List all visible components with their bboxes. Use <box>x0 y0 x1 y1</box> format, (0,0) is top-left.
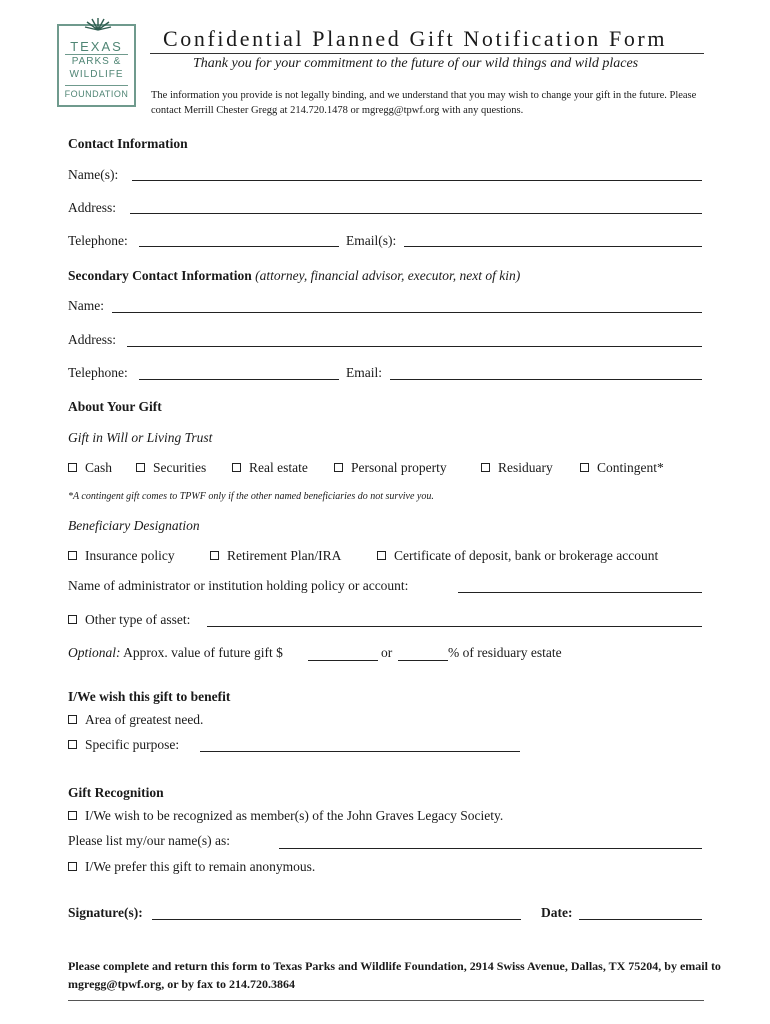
residuary-label: % of residuary estate <box>448 645 562 660</box>
secondary-heading-row <box>68 268 520 284</box>
signature-label: Signature(s): <box>68 905 143 920</box>
logo-line-foundation: FOUNDATION <box>64 89 129 99</box>
option-greatest-need[interactable] <box>68 712 203 728</box>
checkbox-icon[interactable] <box>377 551 386 560</box>
form-tagline: Thank you for your commitment to the future of our wild things and wild places <box>193 56 639 71</box>
checkbox-icon[interactable] <box>232 463 241 472</box>
contact-heading: Contact Information <box>68 136 188 151</box>
option-label: I/We wish to be recognized as member(s) of the John Graves Legacy Society. <box>85 808 504 823</box>
logo-line-parks: PARKS & <box>71 56 122 67</box>
residuary-percent-field[interactable] <box>398 660 448 661</box>
secondary-name-label: Name: <box>68 298 104 313</box>
option-label: Personal property <box>351 460 447 475</box>
administrator-field[interactable] <box>458 592 702 593</box>
secondary-name-field[interactable] <box>112 312 702 313</box>
names-field[interactable] <box>132 180 702 181</box>
list-names-field[interactable] <box>279 848 702 849</box>
date-field[interactable] <box>579 919 702 920</box>
footer-divider <box>68 1000 704 1001</box>
recognition-heading: Gift Recognition <box>68 785 164 800</box>
checkbox-icon[interactable] <box>481 463 490 472</box>
option-label: Area of greatest need. <box>85 712 204 727</box>
signature-field[interactable] <box>152 919 521 920</box>
date-label: Date: <box>541 905 573 920</box>
option-label: Insurance policy <box>85 548 175 563</box>
option-residuary[interactable] <box>481 460 553 476</box>
checkbox-icon[interactable] <box>136 463 145 472</box>
list-names-label: Please list my/our name(s) as: <box>68 833 230 848</box>
option-recognized[interactable] <box>68 808 503 824</box>
or-label: or <box>381 645 393 660</box>
optional-label: Optional: <box>68 645 121 660</box>
logo-divider <box>65 54 128 55</box>
option-certificate-of-deposit[interactable] <box>377 548 658 564</box>
tpwf-logo <box>57 24 136 107</box>
checkbox-icon[interactable] <box>68 615 77 624</box>
option-label: I/We prefer this gift to remain anonymous. <box>85 859 316 874</box>
option-label: Certificate of deposit, bank or brokerage account <box>394 548 659 563</box>
intro-text: The information you provide is not legally binding, and we understand that you may wish to change your gift in the future. Please contact Merrill Chester Gregg at 214.720.1478 or mgregg@tpwf.org with any questions. <box>151 90 697 116</box>
beneficiary-subheading: Beneficiary Designation <box>68 518 200 533</box>
secondary-email-label: Email: <box>346 365 382 380</box>
logo-line-wildlife: WILDLIFE <box>69 69 124 80</box>
option-retirement-plan[interactable] <box>210 548 341 564</box>
other-asset-field[interactable] <box>207 626 702 627</box>
checkbox-icon[interactable] <box>580 463 589 472</box>
checkbox-icon[interactable] <box>334 463 343 472</box>
option-insurance-policy[interactable] <box>68 548 175 564</box>
contingent-note: *A contingent gift comes to TPWF only if the other named beneficiaries do not survive you. <box>68 491 434 502</box>
option-contingent[interactable] <box>580 460 664 476</box>
option-securities[interactable] <box>136 460 206 476</box>
checkbox-icon[interactable] <box>68 551 77 560</box>
checkbox-icon[interactable] <box>68 715 77 724</box>
address-field[interactable] <box>130 213 702 214</box>
emails-label: Email(s): <box>346 233 397 248</box>
title-underline <box>150 53 704 54</box>
checkbox-icon[interactable] <box>210 551 219 560</box>
option-label: Specific purpose: <box>85 737 180 752</box>
address-label: Address: <box>68 200 116 215</box>
option-other-asset[interactable] <box>68 612 190 628</box>
form-title: Confidential Planned Gift Notification Form <box>163 26 668 51</box>
approx-label: Approx. value of future gift $ <box>123 645 283 660</box>
checkbox-icon[interactable] <box>68 811 77 820</box>
secondary-address-label: Address: <box>68 332 116 347</box>
will-subheading: Gift in Will or Living Trust <box>68 430 213 445</box>
approx-value-field[interactable] <box>308 660 378 661</box>
checkbox-icon[interactable] <box>68 463 77 472</box>
secondary-telephone-field[interactable] <box>139 379 339 380</box>
option-specific-purpose[interactable] <box>68 737 179 753</box>
return-instructions: Please complete and return this form to Texas Parks and Wildlife Foundation, 2914 Swiss Avenue, Dallas, TX 75204, by email to mgregg@tpwf.org, or by fax to 214.720.3864 <box>68 959 721 991</box>
secondary-email-field[interactable] <box>390 379 702 380</box>
optional-row <box>68 645 283 661</box>
option-label: Cash <box>85 460 112 475</box>
secondary-address-field[interactable] <box>127 346 702 347</box>
telephone-field[interactable] <box>139 246 339 247</box>
logo-line-texas: TEXAS <box>70 39 123 54</box>
option-label: Retirement Plan/IRA <box>227 548 342 563</box>
emails-field[interactable] <box>404 246 702 247</box>
option-label: Securities <box>153 460 207 475</box>
secondary-telephone-label: Telephone: <box>68 365 128 380</box>
gift-heading: About Your Gift <box>68 399 162 414</box>
option-label: Residuary <box>498 460 553 475</box>
logo-divider <box>65 85 128 86</box>
sunburst-icon <box>84 17 112 31</box>
checkbox-icon[interactable] <box>68 740 77 749</box>
names-label: Name(s): <box>68 167 119 182</box>
option-label: Real estate <box>249 460 308 475</box>
benefit-heading: I/We wish this gift to benefit <box>68 689 231 704</box>
secondary-heading-note: (attorney, financial advisor, executor, next of kin) <box>255 268 521 283</box>
option-personal-property[interactable] <box>334 460 447 476</box>
other-asset-label: Other type of asset: <box>85 612 191 627</box>
option-real-estate[interactable] <box>232 460 308 476</box>
administrator-label: Name of administrator or institution holding policy or account: <box>68 578 409 593</box>
option-anonymous[interactable] <box>68 859 315 875</box>
checkbox-icon[interactable] <box>68 862 77 871</box>
telephone-label: Telephone: <box>68 233 128 248</box>
option-label: Contingent* <box>597 460 664 475</box>
specific-purpose-field[interactable] <box>200 751 520 752</box>
option-cash[interactable] <box>68 460 112 476</box>
secondary-heading: Secondary Contact Information <box>68 268 252 283</box>
